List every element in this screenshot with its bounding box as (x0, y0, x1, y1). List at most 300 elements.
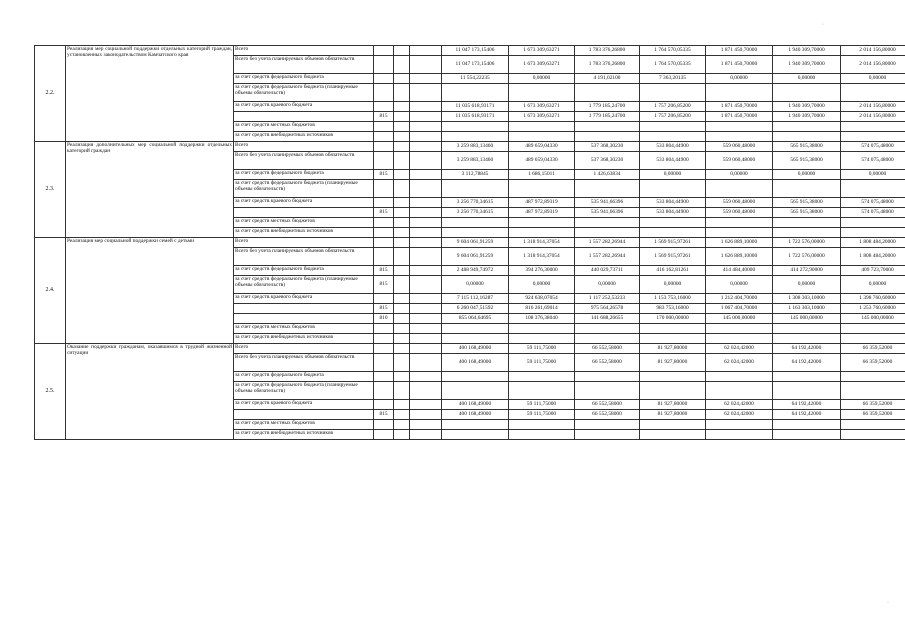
blank-cell (410, 208, 442, 218)
amount-cell: 559 060,48000 (706, 142, 773, 152)
amount-cell: 2 488 949,74972 (442, 266, 509, 276)
funding-source: Всего без учета планируемых объемов обязательств (234, 248, 374, 266)
amount-cell: 565 915,38000 (773, 208, 841, 218)
admin-code: 815 (374, 266, 394, 276)
funding-source: Всего (234, 344, 374, 354)
amount-cell (640, 180, 706, 198)
amount-cell (575, 420, 640, 430)
amount-cell (509, 180, 575, 198)
amount-cell (841, 122, 905, 132)
amount-cell: 145 000,00000 (773, 314, 841, 324)
funding-source: за счет средств федерального бюджета (234, 170, 374, 180)
admin-code (374, 198, 394, 208)
admin-code (374, 400, 394, 410)
blank-cell (394, 228, 410, 238)
amount-cell: 1 783 376,26800 (575, 46, 640, 56)
funding-source: за счет средств краевого бюджета (234, 198, 374, 208)
funding-source: за счет средств внебюджетных источников (234, 334, 374, 344)
measure-title: Реализация дополнительных мер социальной поддержки отдельных категорий граждан (66, 142, 234, 238)
admin-code (374, 84, 394, 102)
amount-cell: 2 014 156,80000 (841, 46, 905, 56)
scan-mark: · (887, 600, 889, 606)
admin-code (374, 180, 394, 198)
amount-cell: 62 024,42000 (706, 344, 773, 354)
admin-code (374, 430, 394, 440)
amount-cell (575, 334, 640, 344)
amount-cell: 66 359,52000 (841, 400, 905, 410)
amount-cell: 816 261,69014 (509, 304, 575, 314)
amount-cell: 1 783 376,26800 (575, 56, 640, 74)
amount-cell: 66 359,52000 (841, 344, 905, 354)
amount-cell: 11 035 618,93171 (442, 112, 509, 122)
amount-cell: 3 256 770,34615 (442, 198, 509, 208)
amount-cell: 11 035 618,93171 (442, 102, 509, 112)
amount-cell: 489 659,04330 (509, 142, 575, 152)
amount-cell (706, 180, 773, 198)
admin-code (374, 46, 394, 56)
amount-cell: 1 318 914,37054 (509, 238, 575, 248)
amount-cell (841, 430, 905, 440)
amount-cell (640, 218, 706, 228)
admin-code (374, 74, 394, 84)
amount-cell (706, 420, 773, 430)
amount-cell (841, 84, 905, 102)
blank-cell (410, 152, 442, 170)
amount-cell: 6 260 047,51592 (442, 304, 509, 314)
amount-cell: 66 552,58000 (575, 344, 640, 354)
admin-code: 815 (374, 170, 394, 180)
amount-cell: 59 111,75000 (509, 410, 575, 420)
amount-cell (442, 382, 509, 400)
blank-cell (410, 74, 442, 84)
amount-cell: 81 927,80000 (640, 410, 706, 420)
amount-cell: 1 940 309,70000 (773, 56, 841, 74)
amount-cell: 0,00000 (442, 276, 509, 294)
amount-cell (640, 430, 706, 440)
amount-cell: 108 376,38040 (509, 314, 575, 324)
amount-cell: 66 359,52000 (841, 354, 905, 372)
admin-code: 815 (374, 112, 394, 122)
funding-source: за счет средств местных бюджетов (234, 420, 374, 430)
funding-source: Всего (234, 238, 374, 248)
amount-cell (773, 382, 841, 400)
amount-cell: 3 259 883,13460 (442, 152, 509, 170)
admin-code (374, 294, 394, 304)
blank-cell (410, 344, 442, 354)
funding-source (234, 410, 374, 420)
admin-code (374, 152, 394, 170)
blank-cell (394, 102, 410, 112)
admin-code: 810 (374, 314, 394, 324)
amount-cell (442, 228, 509, 238)
amount-cell: 1 673 309,63271 (509, 112, 575, 122)
amount-cell: 1 940 309,70000 (773, 46, 841, 56)
amount-cell (841, 372, 905, 382)
amount-cell (575, 180, 640, 198)
amount-cell: 1 722 576,00000 (773, 248, 841, 266)
amount-cell: 1 871 450,70000 (706, 56, 773, 74)
funding-source: за счет средств краевого бюджета (234, 294, 374, 304)
blank-cell (394, 354, 410, 372)
measure-title: Оказание поддержки гражданам, оказавшимся в трудной жизненной ситуации (66, 344, 234, 440)
admin-code (374, 102, 394, 112)
amount-cell: 3 256 770,34615 (442, 208, 509, 218)
funding-source: за счет средств федерального бюджета (планируемые объемы обязательств) (234, 276, 374, 294)
amount-cell: 1 764 570,05335 (640, 56, 706, 74)
amount-cell (841, 334, 905, 344)
amount-cell: 64 192,42000 (773, 410, 841, 420)
amount-cell: 2 014 156,80000 (841, 102, 905, 112)
amount-cell: 145 000,00000 (706, 314, 773, 324)
amount-cell (841, 324, 905, 334)
funding-source: за счет средств внебюджетных источников (234, 228, 374, 238)
amount-cell: 537 368,30230 (575, 152, 640, 170)
amount-cell: 1 940 309,70000 (773, 112, 841, 122)
blank-cell (394, 152, 410, 170)
amount-cell (640, 372, 706, 382)
amount-cell (773, 218, 841, 228)
amount-cell: 1 569 915,97261 (640, 238, 706, 248)
amount-cell: 975 564,26578 (575, 304, 640, 314)
section-number: 2.3. (35, 142, 66, 238)
amount-cell (640, 228, 706, 238)
amount-cell: 1 067 404,70000 (706, 304, 773, 314)
amount-cell (442, 334, 509, 344)
admin-code (374, 382, 394, 400)
blank-cell (410, 420, 442, 430)
admin-code (374, 142, 394, 152)
amount-cell: 141 688,26655 (575, 314, 640, 324)
amount-cell: 81 927,80000 (640, 400, 706, 410)
amount-cell: 0,00000 (841, 74, 905, 84)
amount-cell: 66 552,58000 (575, 354, 640, 372)
amount-cell (575, 84, 640, 102)
funding-source: за счет средств краевого бюджета (234, 400, 374, 410)
amount-cell: 1 871 450,70000 (706, 112, 773, 122)
funding-source: Всего (234, 142, 374, 152)
amount-cell: 1 626 889,10000 (706, 238, 773, 248)
funding-source: Всего без учета планируемых объемов обязательств (234, 56, 374, 74)
blank-cell (394, 208, 410, 218)
amount-cell: 81 927,80000 (640, 354, 706, 372)
blank-cell (410, 56, 442, 74)
amount-cell: 440 029,73711 (575, 266, 640, 276)
admin-code (374, 354, 394, 372)
amount-cell: 487 972,89319 (509, 208, 575, 218)
amount-cell (773, 84, 841, 102)
blank-cell (410, 266, 442, 276)
amount-cell (509, 420, 575, 430)
amount-cell (706, 334, 773, 344)
funding-source: за счет средств внебюджетных источников (234, 430, 374, 440)
amount-cell: 59 111,75000 (509, 354, 575, 372)
amount-cell: 416 162,81261 (640, 266, 706, 276)
amount-cell: 574 075,48000 (841, 142, 905, 152)
amount-cell (640, 420, 706, 430)
blank-cell (394, 324, 410, 334)
amount-cell (575, 382, 640, 400)
amount-cell: 1 808 484,20000 (841, 238, 905, 248)
amount-cell: 1 253 760,60000 (841, 304, 905, 314)
amount-cell: 3 259 883,13460 (442, 142, 509, 152)
amount-cell: 11 047 173,15406 (442, 46, 509, 56)
funding-source: за счет средств местных бюджетов (234, 218, 374, 228)
amount-cell (841, 180, 905, 198)
amount-cell: 0,00000 (706, 276, 773, 294)
amount-cell: 145 000,00000 (841, 314, 905, 324)
amount-cell: 1 626 889,10000 (706, 248, 773, 266)
blank-cell (410, 198, 442, 208)
amount-cell: 0,00000 (773, 276, 841, 294)
amount-cell (509, 324, 575, 334)
amount-cell (509, 122, 575, 132)
blank-cell (410, 170, 442, 180)
amount-cell: 394 276,30000 (509, 266, 575, 276)
blank-cell (394, 74, 410, 84)
amount-cell: 0,00000 (773, 74, 841, 84)
amount-cell (706, 430, 773, 440)
amount-cell: 1 871 450,70000 (706, 46, 773, 56)
amount-cell: 64 192,42000 (773, 344, 841, 354)
amount-cell: 3 112,78845 (442, 170, 509, 180)
blank-cell (410, 132, 442, 142)
amount-cell: 537 368,30230 (575, 142, 640, 152)
amount-cell (442, 132, 509, 142)
amount-cell (575, 324, 640, 334)
blank-cell (410, 228, 442, 238)
blank-cell (394, 314, 410, 324)
amount-cell (575, 228, 640, 238)
amount-cell (442, 372, 509, 382)
amount-cell: 1 757 206,85200 (640, 112, 706, 122)
amount-cell: 59 111,75000 (509, 344, 575, 354)
table-body (35, 46, 905, 440)
amount-cell (841, 218, 905, 228)
amount-cell: 64 192,42000 (773, 354, 841, 372)
amount-cell (640, 334, 706, 344)
amount-cell: 400 168,49000 (442, 344, 509, 354)
blank-cell (394, 122, 410, 132)
amount-cell: 533 804,44900 (640, 142, 706, 152)
amount-cell: 1 318 914,37054 (509, 248, 575, 266)
admin-code (374, 228, 394, 238)
blank-cell (410, 400, 442, 410)
amount-cell: 559 060,48000 (706, 152, 773, 170)
blank-cell (394, 198, 410, 208)
blank-cell (394, 170, 410, 180)
amount-cell: 59 111,75000 (509, 400, 575, 410)
blank-cell (394, 276, 410, 294)
amount-cell: 62 024,42000 (706, 354, 773, 372)
amount-cell: 9 604 061,91259 (442, 248, 509, 266)
amount-cell (575, 430, 640, 440)
budget-table (34, 45, 905, 440)
blank-cell (410, 248, 442, 266)
funding-source: Всего (234, 46, 374, 56)
amount-cell (773, 334, 841, 344)
amount-cell: 400 168,49000 (442, 400, 509, 410)
amount-cell: 1 871 450,70000 (706, 102, 773, 112)
blank-cell (410, 84, 442, 102)
blank-cell (410, 180, 442, 198)
blank-cell (394, 420, 410, 430)
amount-cell (442, 218, 509, 228)
admin-code (374, 248, 394, 266)
admin-code: 815 (374, 276, 394, 294)
amount-cell (509, 132, 575, 142)
amount-cell (575, 372, 640, 382)
admin-code (374, 324, 394, 334)
blank-cell (410, 314, 442, 324)
amount-cell: 64 192,42000 (773, 400, 841, 410)
amount-cell: 1 557 282,26944 (575, 238, 640, 248)
blank-cell (410, 430, 442, 440)
amount-cell: 4 191,02100 (575, 74, 640, 84)
amount-cell (442, 324, 509, 334)
blank-cell (410, 382, 442, 400)
admin-code: 815 (374, 410, 394, 420)
funding-source: за счет средств федерального бюджета (234, 266, 374, 276)
funding-source (234, 314, 374, 324)
amount-cell: 1 557 282,26944 (575, 248, 640, 266)
amount-cell: 2 014 156,80000 (841, 56, 905, 74)
amount-cell: 414 484,40000 (706, 266, 773, 276)
blank-cell (410, 294, 442, 304)
amount-cell (706, 382, 773, 400)
amount-cell: 487 972,89319 (509, 198, 575, 208)
blank-cell (394, 112, 410, 122)
amount-cell: 565 915,38000 (773, 142, 841, 152)
blank-cell (394, 266, 410, 276)
funding-source: за счет средств федерального бюджета (планируемые объемы обязательств) (234, 382, 374, 400)
amount-cell (509, 228, 575, 238)
amount-cell (773, 228, 841, 238)
amount-cell: 0,00000 (509, 276, 575, 294)
blank-cell (394, 430, 410, 440)
section-number: 2.4. (35, 238, 66, 344)
blank-cell (410, 122, 442, 132)
amount-cell: 1 153 753,16000 (640, 294, 706, 304)
admin-code (374, 372, 394, 382)
amount-cell: 0,00000 (773, 170, 841, 180)
amount-cell: 1 757 206,85200 (640, 102, 706, 112)
admin-code: 815 (374, 304, 394, 314)
blank-cell (394, 46, 410, 56)
blank-cell (410, 112, 442, 122)
funding-source: за счет средств местных бюджетов (234, 122, 374, 132)
funding-source: за счет средств федерального бюджета (планируемые объемы обязательств) (234, 180, 374, 198)
funding-source: Всего без учета планируемых объемов обязательств (234, 152, 374, 170)
amount-cell: 1 426,63834 (575, 170, 640, 180)
blank-cell (410, 276, 442, 294)
blank-cell (394, 238, 410, 248)
funding-source: Всего без учета планируемых объемов обязательств (234, 354, 374, 372)
blank-cell (394, 334, 410, 344)
blank-cell (394, 304, 410, 314)
amount-cell: 1 673 309,63271 (509, 102, 575, 112)
funding-source (234, 304, 374, 314)
admin-code: 815 (374, 208, 394, 218)
blank-cell (410, 102, 442, 112)
amount-cell: 7 363,20135 (640, 74, 706, 84)
amount-cell: 574 075,48000 (841, 152, 905, 170)
blank-cell (410, 304, 442, 314)
amount-cell (706, 122, 773, 132)
amount-cell: 1 808 484,20000 (841, 248, 905, 266)
blank-cell (410, 46, 442, 56)
blank-cell (410, 238, 442, 248)
amount-cell: 535 941,66396 (575, 198, 640, 208)
blank-cell (394, 218, 410, 228)
amount-cell (509, 382, 575, 400)
amount-cell: 855 064,64695 (442, 314, 509, 324)
blank-cell (394, 410, 410, 420)
amount-cell: 489 659,04330 (509, 152, 575, 170)
table-row (35, 238, 905, 248)
amount-cell: 0,00000 (509, 74, 575, 84)
admin-code (374, 238, 394, 248)
amount-cell: 66 552,58000 (575, 410, 640, 420)
admin-code (374, 218, 394, 228)
amount-cell: 170 000,00000 (640, 314, 706, 324)
amount-cell: 0,00000 (841, 170, 905, 180)
amount-cell: 0,00000 (706, 74, 773, 84)
funding-source: за счет средств федерального бюджета (234, 74, 374, 84)
section-number: 2.2. (35, 46, 66, 142)
admin-code (374, 344, 394, 354)
amount-cell: 1 673 309,63271 (509, 56, 575, 74)
amount-cell: 409 723,70000 (841, 266, 905, 276)
blank-cell (410, 410, 442, 420)
table-row (35, 46, 905, 56)
amount-cell (509, 334, 575, 344)
amount-cell (509, 218, 575, 228)
amount-cell (640, 84, 706, 102)
measure-title: Реализация мер социальной поддержки отдельных категорий граждан, установленных законодательством Камчатского края (66, 46, 234, 142)
amount-cell (442, 420, 509, 430)
admin-code (374, 56, 394, 74)
amount-cell: 0,00000 (841, 276, 905, 294)
blank-cell (410, 142, 442, 152)
amount-cell (773, 180, 841, 198)
blank-cell (394, 344, 410, 354)
amount-cell (442, 180, 509, 198)
amount-cell (841, 420, 905, 430)
amount-cell (509, 430, 575, 440)
amount-cell: 62 024,42000 (706, 400, 773, 410)
amount-cell (640, 324, 706, 334)
amount-cell (706, 84, 773, 102)
amount-cell: 1 308 303,10000 (773, 294, 841, 304)
amount-cell: 0,00000 (640, 276, 706, 294)
admin-code (374, 122, 394, 132)
blank-cell (394, 372, 410, 382)
amount-cell: 11 047 173,15406 (442, 56, 509, 74)
amount-cell: 7 115 112,16287 (442, 294, 509, 304)
amount-cell: 559 060,48000 (706, 198, 773, 208)
funding-source: за счет средств федерального бюджета (планируемые объемы обязательств) (234, 84, 374, 102)
blank-cell (394, 132, 410, 142)
amount-cell (841, 382, 905, 400)
amount-cell: 414 272,90000 (773, 266, 841, 276)
amount-cell (509, 84, 575, 102)
amount-cell (640, 382, 706, 400)
amount-cell (575, 122, 640, 132)
blank-cell (410, 334, 442, 344)
amount-cell (509, 372, 575, 382)
amount-cell: 1 722 576,00000 (773, 238, 841, 248)
admin-code (374, 334, 394, 344)
